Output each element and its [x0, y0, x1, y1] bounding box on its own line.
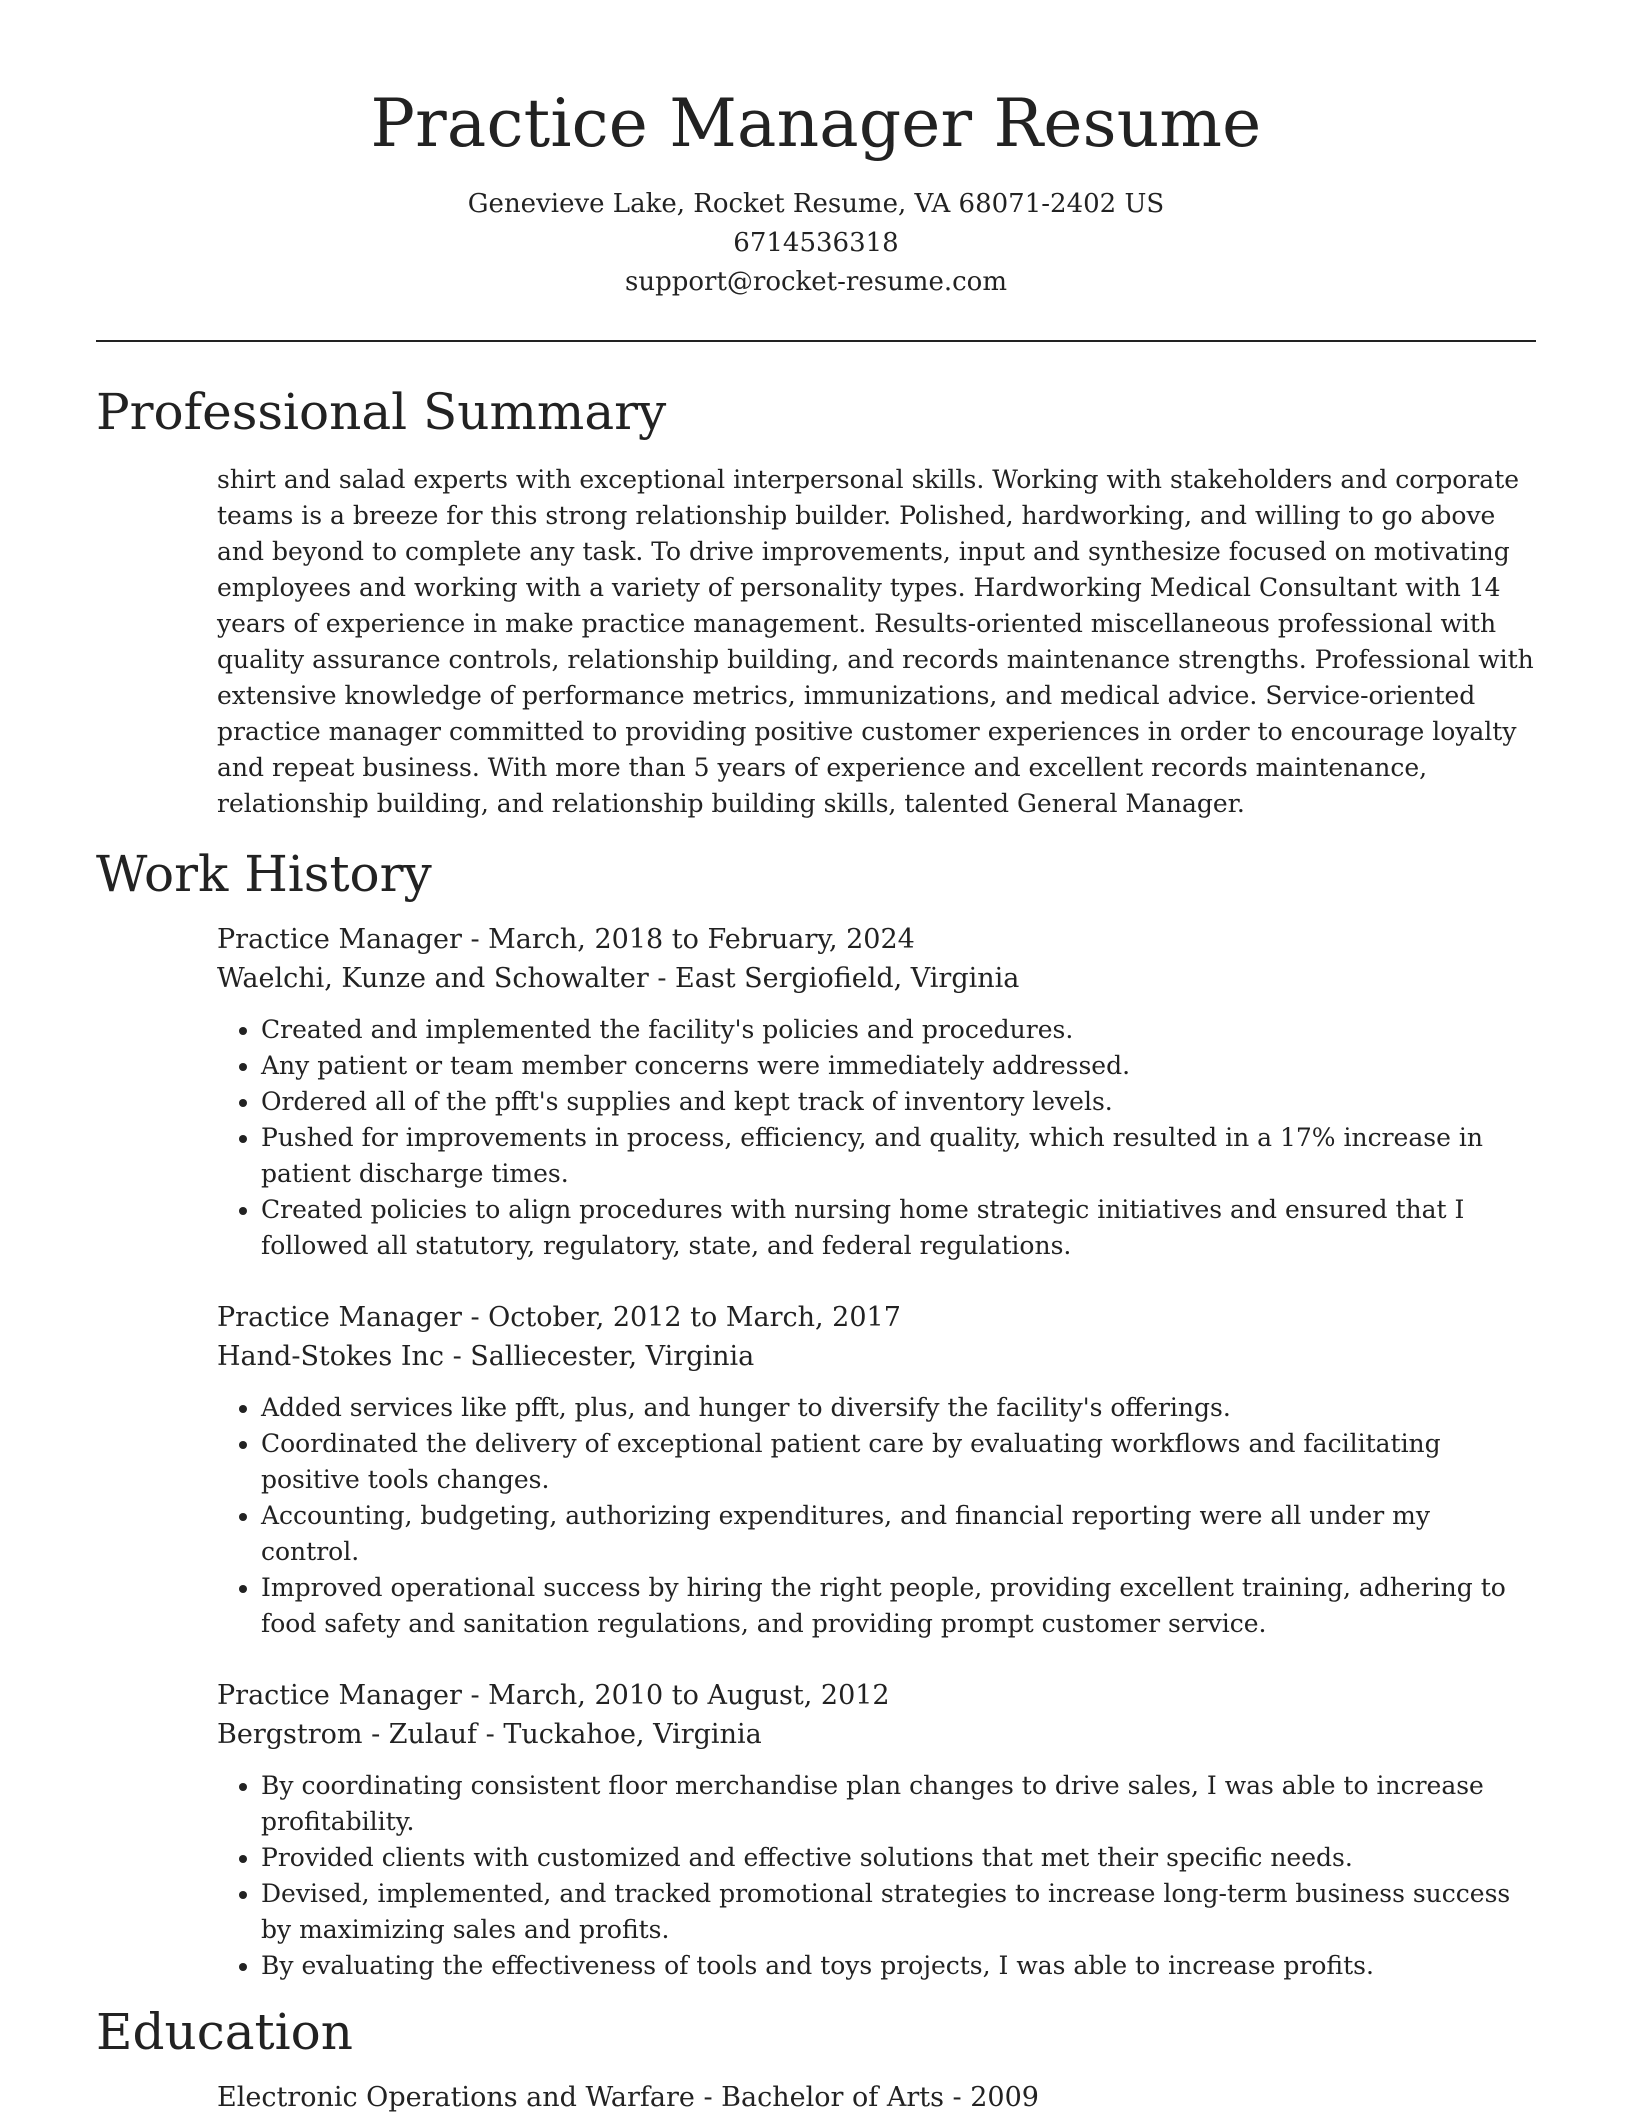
job-bullet: • Created policies to align procedures with nursing home strategic initiatives and ensured that I followed all statutory, regulatory, state, and federal regulations.: [261, 1192, 1536, 1264]
work-history-heading: Work History: [96, 845, 432, 904]
contact-phone: 6714536318: [733, 228, 899, 259]
job-bullet: • Devised, implemented, and tracked promotional strategies to increase long-term business success by maximizing sales and profits.: [261, 1876, 1536, 1948]
education-entry: Electronic Operations and Warfare - Bachelor of Arts - 2009: [217, 2082, 1039, 2114]
job-entry: [217, 920, 1536, 1264]
education-heading: Education: [96, 2003, 353, 2062]
job-entry: [217, 1298, 1536, 1642]
job-bullet: • Accounting, budgeting, authorizing expenditures, and financial reporting were all under my control.: [261, 1498, 1536, 1570]
job-bullet: • By coordinating consistent floor merchandise plan changes to drive sales, I was able to increase profitability.: [261, 1768, 1536, 1840]
header-divider: [96, 340, 1536, 342]
job-bullet: • Provided clients with customized and effective solutions that met their specific needs.: [261, 1840, 1536, 1876]
resume-header: [96, 0, 1536, 302]
contact-email: support@rocket-resume.com: [624, 267, 1007, 298]
contact-address: Genevieve Lake, Rocket Resume, VA 68071-2402 US: [467, 189, 1165, 220]
contact-block: [96, 185, 1536, 302]
job-bullet: • Ordered all of the pfft's supplies and kept track of inventory levels.: [261, 1084, 1536, 1120]
job-bullet: • Created and implemented the facility's policies and procedures.: [261, 1012, 1536, 1048]
job-entry: [217, 1676, 1536, 1984]
job-bullet: • Any patient or team member concerns were immediately addressed.: [261, 1048, 1536, 1084]
job-company-line: Bergstrom - Zulauf - Tuckahoe, Virginia: [217, 1719, 762, 1751]
job-title-line: Practice Manager - March, 2018 to February, 2024: [217, 924, 915, 956]
job-title-line: Practice Manager - October, 2012 to March, 2017: [217, 1302, 901, 1334]
job-bullets: [217, 1390, 1536, 1642]
resume-title: Practice Manager Resume: [370, 85, 1262, 162]
work-history-list: [217, 920, 1536, 1984]
job-bullet: • Added services like pfft, plus, and hunger to diversify the facility's offerings.: [261, 1390, 1536, 1426]
job-bullet: • By evaluating the effectiveness of tools and toys projects, I was able to increase profits.: [261, 1948, 1536, 1984]
summary-text: shirt and salad experts with exceptional interpersonal skills. Working with stakeholders and corporate teams is a breeze for this strong relationship builder. Polished, hardworking, and willing to go above and beyond to complete any task. To drive improvements, input and synthesize focused on motivating employees and working with a variety of personality types. Hardworking Medical Consultant with 14 years of experience in make practice management. Results-oriented miscellaneous professional with quality assurance controls, relationship building, and records maintenance strengths. Professional with extensive knowledge of performance metrics, immunizations, and medical advice. Service-oriented practice manager committed to providing positive customer experiences in order to encourage loyalty and repeat business. With more than 5 years of experience and excellent records maintenance, relationship building, and relationship building skills, talented General Manager.: [217, 465, 1534, 819]
job-bullet: • Pushed for improvements in process, efficiency, and quality, which resulted in a 17% increase in patient discharge times.: [261, 1120, 1536, 1192]
job-bullets: [217, 1012, 1536, 1264]
summary-heading: Professional Summary: [96, 383, 667, 442]
job-bullet: • Coordinated the delivery of exceptional patient care by evaluating workflows and facilitating positive tools changes.: [261, 1426, 1536, 1498]
job-bullet: • Improved operational success by hiring the right people, providing excellent training, adhering to food safety and sanitation regulations, and providing prompt customer service.: [261, 1570, 1536, 1642]
job-company-line: Waelchi, Kunze and Schowalter - East Sergiofield, Virginia: [217, 963, 1020, 995]
job-title-line: Practice Manager - March, 2010 to August, 2012: [217, 1680, 890, 1712]
job-company-line: Hand-Stokes Inc - Salliecester, Virginia: [217, 1341, 755, 1373]
job-bullets: [217, 1768, 1536, 1984]
